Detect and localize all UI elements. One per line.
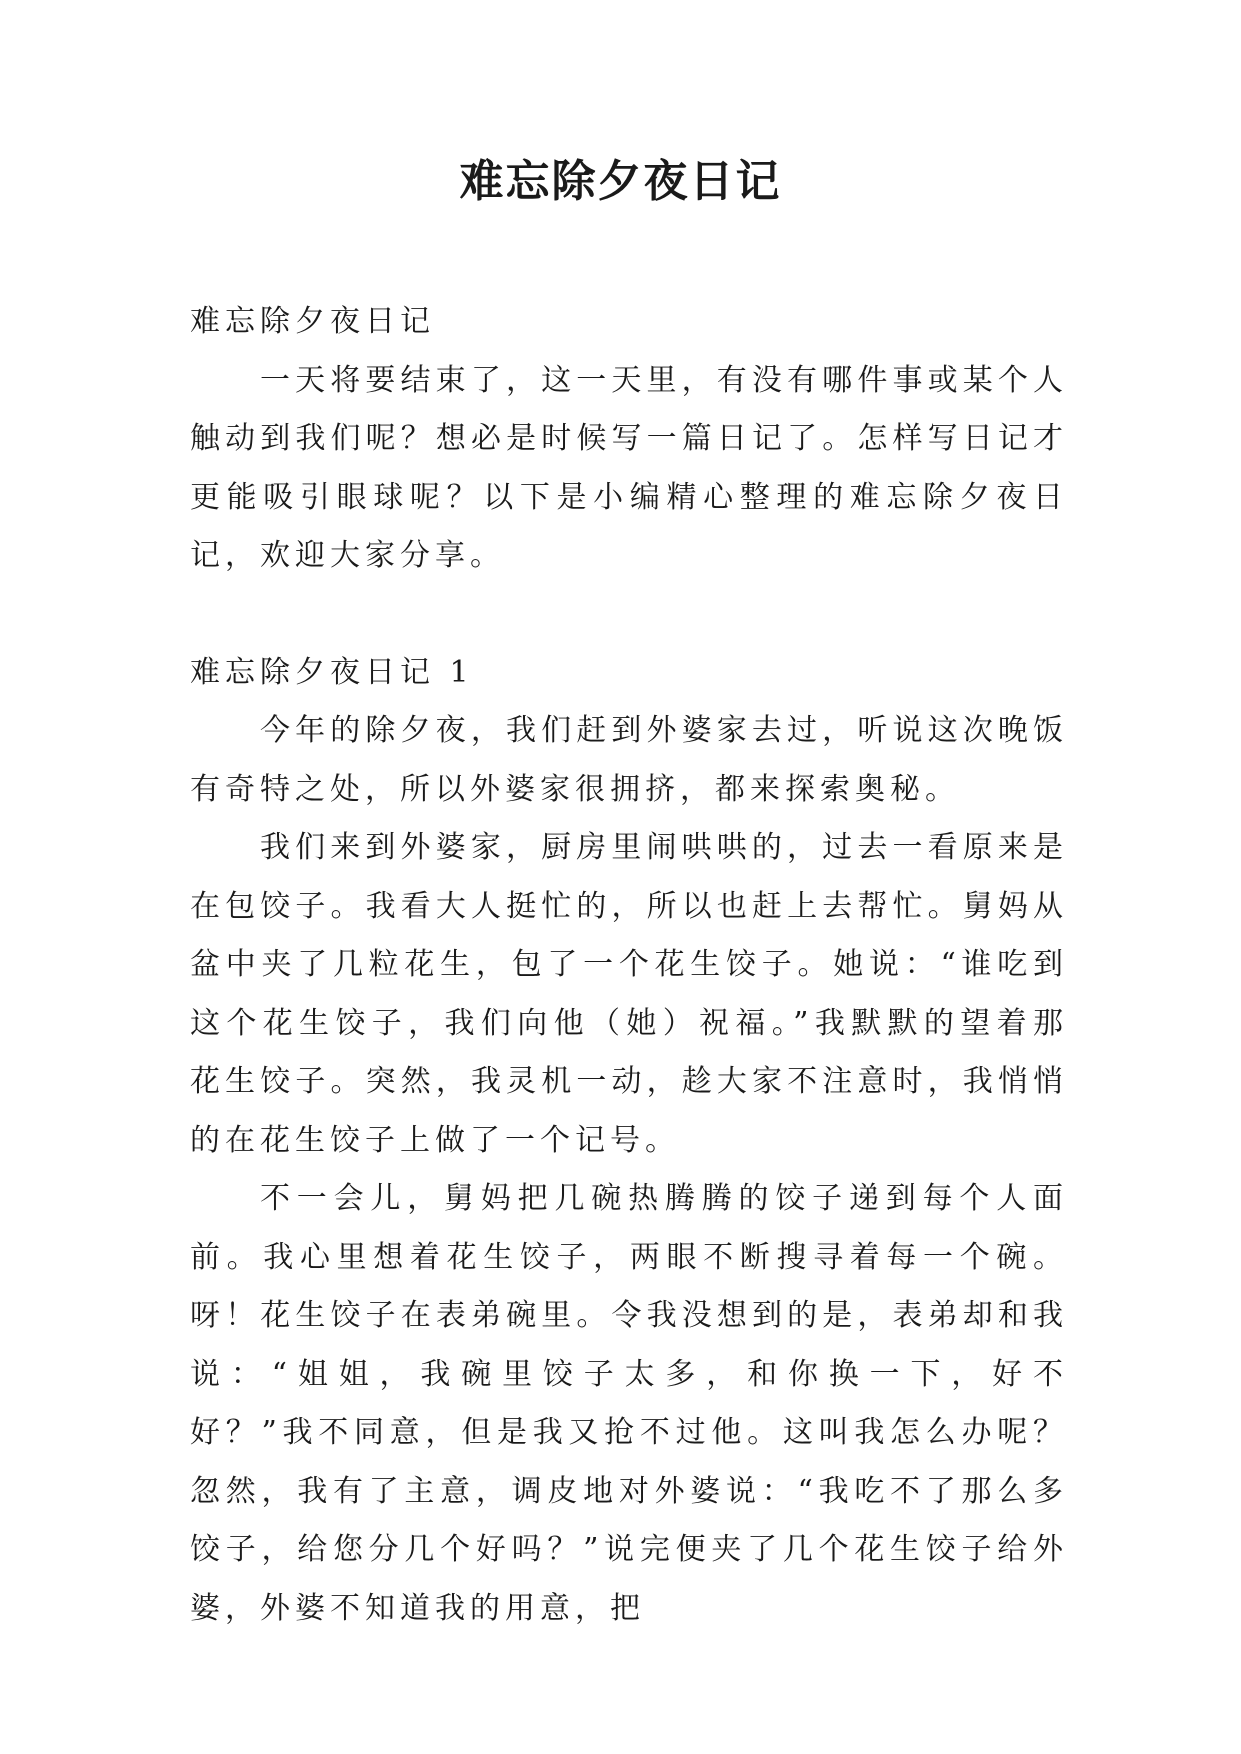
body-paragraph: 我们来到外婆家，厨房里闹哄哄的，过去一看原来是在包饺子。我看大人挺忙的，所以也赶上去帮忙。舅妈从盆中夹了几粒花生，包了一个花生饺子。她说：“谁吃到这个花生饺子，我们向他（她）祝福。”我默默的望着那花生饺子。突然，我灵机一动，趁大家不注意时，我悄悄的在花生饺子上做了一个记号。 [190, 830, 1068, 1158]
intro-heading: 难忘除夕夜日记 [190, 304, 435, 339]
body-paragraph: 不一会儿，舅妈把几碗热腾腾的饺子递到每个人面前。我心里想着花生饺子，两眼不断搜寻着每一个碗。呀！花生饺子在表弟碗里。令我没想到的是，表弟却和我说：“姐姐，我碗里饺子太多，和你换一下，好不好？”我不同意，但是我又抢不过他。这叫我怎么办呢？忽然，我有了主意，调皮地对外婆说：“我吃不了那么多饺子，给您分几个好吗？”说完便夹了几个花生饺子给外婆，外婆不知道我的用意，把 [190, 1181, 1068, 1626]
document-body [190, 293, 1068, 1638]
section-heading: 难忘除夕夜日记 1 [190, 654, 474, 690]
document-title: 难忘除夕夜日记 [459, 156, 782, 207]
intro-paragraph: 一天将要结束了，这一天里，有没有哪件事或某个人触动到我们呢？想必是时候写一篇日记了。怎样写日记才更能吸引眼球呢？以下是小编精心整理的难忘除夕夜日记，欢迎大家分享。 [190, 362, 1068, 573]
body-paragraph: 今年的除夕夜，我们赶到外婆家去过，听说这次晚饭有奇特之处，所以外婆家很拥挤，都来探索奥秘。 [190, 713, 1068, 807]
section-spacer [190, 586, 1068, 644]
